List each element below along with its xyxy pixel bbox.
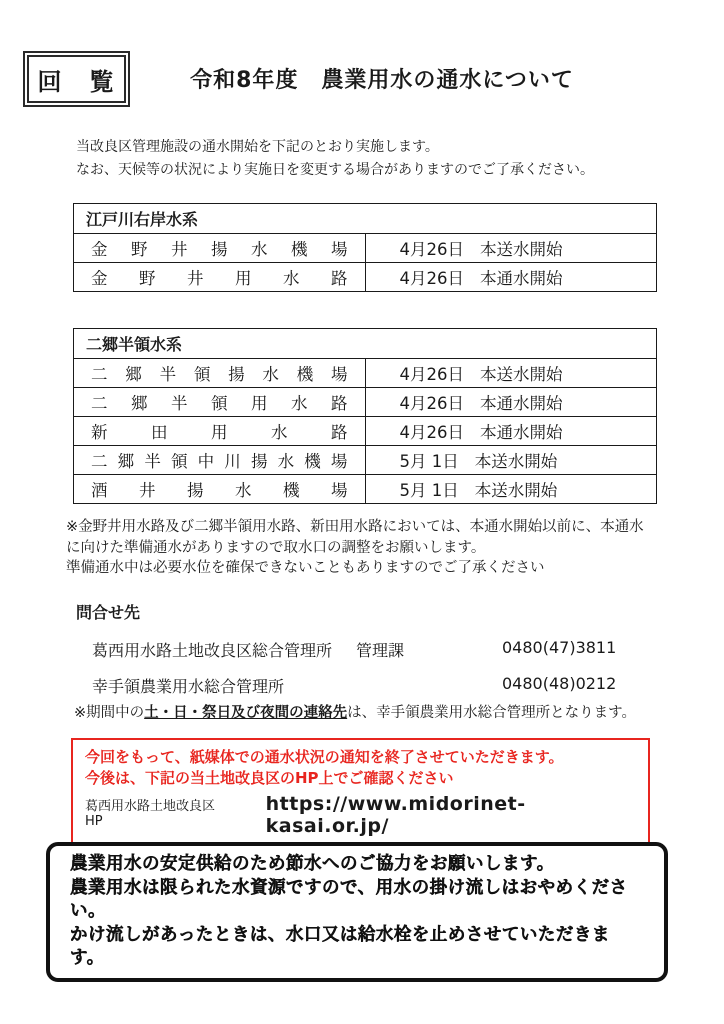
water-saving-notice-box (46, 842, 668, 982)
contact-dept: 管理課 (356, 641, 405, 660)
note-line-1: ※金野井用水路及び二郷半領用水路、新田用水路においては、本通水開始以前に、本通水 (66, 519, 644, 535)
table-row (74, 417, 657, 446)
system-name: 二郷半領水系 (74, 329, 657, 359)
preparation-notes (66, 517, 666, 579)
facility-name: 二 郷 半 領 揚 水 機 場 (91, 365, 348, 384)
contact-note-suffix: は、幸手領農業用水総合管理所となります。 (347, 705, 636, 721)
facility-name: 二 郷 半 領 用 水 路 (91, 394, 348, 413)
table-row (74, 263, 657, 292)
contact-phone: 0480(47)3811 (502, 638, 617, 657)
contact-org: 幸手領農業用水総合管理所 (92, 677, 285, 696)
water-saving-line-1: 農業用水の安定供給のため節水へのご協力をお願いします。 (70, 854, 555, 874)
system-name: 江戸川右岸水系 (74, 204, 657, 234)
table-row (74, 359, 657, 388)
start-status: 本送水開始 (480, 240, 563, 259)
contact-note-prefix: ※期間中の (74, 705, 145, 721)
contact-phone: 0480(48)0212 (502, 674, 617, 693)
red-notice-line-1: 今回をもって、紙媒体での通水状況の通知を終了させていただきます。 (85, 748, 564, 766)
start-status: 本送水開始 (480, 365, 563, 384)
facility-name: 新 田 用 水 路 (91, 423, 348, 442)
contact-note (74, 701, 636, 722)
red-notice-line-2: 今後は、下記の当土地改良区のHP上でご確認ください (85, 768, 454, 787)
kairan-stamp-label: 回 覧 (27, 55, 126, 103)
table-row (74, 446, 657, 475)
homepage-url: https://www.midorinet-kasai.or.jp/ (265, 793, 526, 837)
contact-entry (92, 674, 617, 697)
water-saving-line-3: かけ流しがあったときは、水口又は給水栓を止めさせていただきます。 (70, 924, 610, 968)
table-row (74, 475, 657, 504)
water-system-table-edogawa (73, 203, 657, 292)
note-line-3: 準備通水中は必要水位を確保できないこともありますのでご了承ください (66, 560, 545, 576)
start-date: 4月26日 (399, 365, 464, 384)
facility-name: 二 郷 半 領 中 川 揚 水 機 場 (91, 452, 348, 471)
start-date: 5月 1日 (399, 452, 459, 471)
start-status: 本通水開始 (480, 394, 563, 413)
table-row (74, 388, 657, 417)
start-status: 本通水開始 (480, 269, 563, 288)
intro-line-1: 当改良区管理施設の通水開始を下記のとおり実施します。 (76, 139, 439, 155)
facility-name: 酒 井 揚 水 機 場 (91, 481, 348, 500)
contact-org: 葛西用水路土地改良区総合管理所 (92, 641, 333, 660)
facility-name: 金 野 井 揚 水 機 場 (91, 240, 348, 259)
facility-name: 金 野 井 用 水 路 (91, 269, 348, 288)
start-date: 4月26日 (399, 423, 464, 442)
table-row (74, 234, 657, 263)
start-date: 5月 1日 (399, 481, 459, 500)
note-line-2: に向けた準備通水がありますので取水口の調整をお願いします。 (66, 539, 486, 556)
page-title: 令和8年度 農業用水の通水について (190, 68, 574, 93)
water-saving-line-2: 農業用水は限られた水資源ですので、用水の掛け流しはおやめください。 (70, 877, 628, 921)
paper-notice-red-box (71, 738, 650, 845)
start-date: 4月26日 (399, 394, 464, 413)
contact-note-emphasis: 土・日・祭日及び夜間の連絡先 (144, 705, 348, 721)
start-date: 4月26日 (399, 269, 464, 288)
start-status: 本送水開始 (474, 452, 558, 471)
table-header-row (74, 329, 657, 359)
contact-entry (92, 638, 617, 661)
start-date: 4月26日 (399, 240, 464, 259)
intro-paragraph (76, 136, 594, 182)
start-status: 本送水開始 (474, 481, 558, 500)
table-header-row (74, 204, 657, 234)
water-system-table-nigohanryo (73, 328, 657, 504)
homepage-label: 葛西用水路土地改良区HP (85, 799, 216, 829)
start-status: 本通水開始 (480, 423, 563, 442)
intro-line-2: なお、天候等の状況により実施日を変更する場合がありますのでご了承ください。 (76, 162, 594, 178)
homepage-row (85, 793, 636, 837)
contact-heading: 問合せ先 (76, 603, 141, 622)
